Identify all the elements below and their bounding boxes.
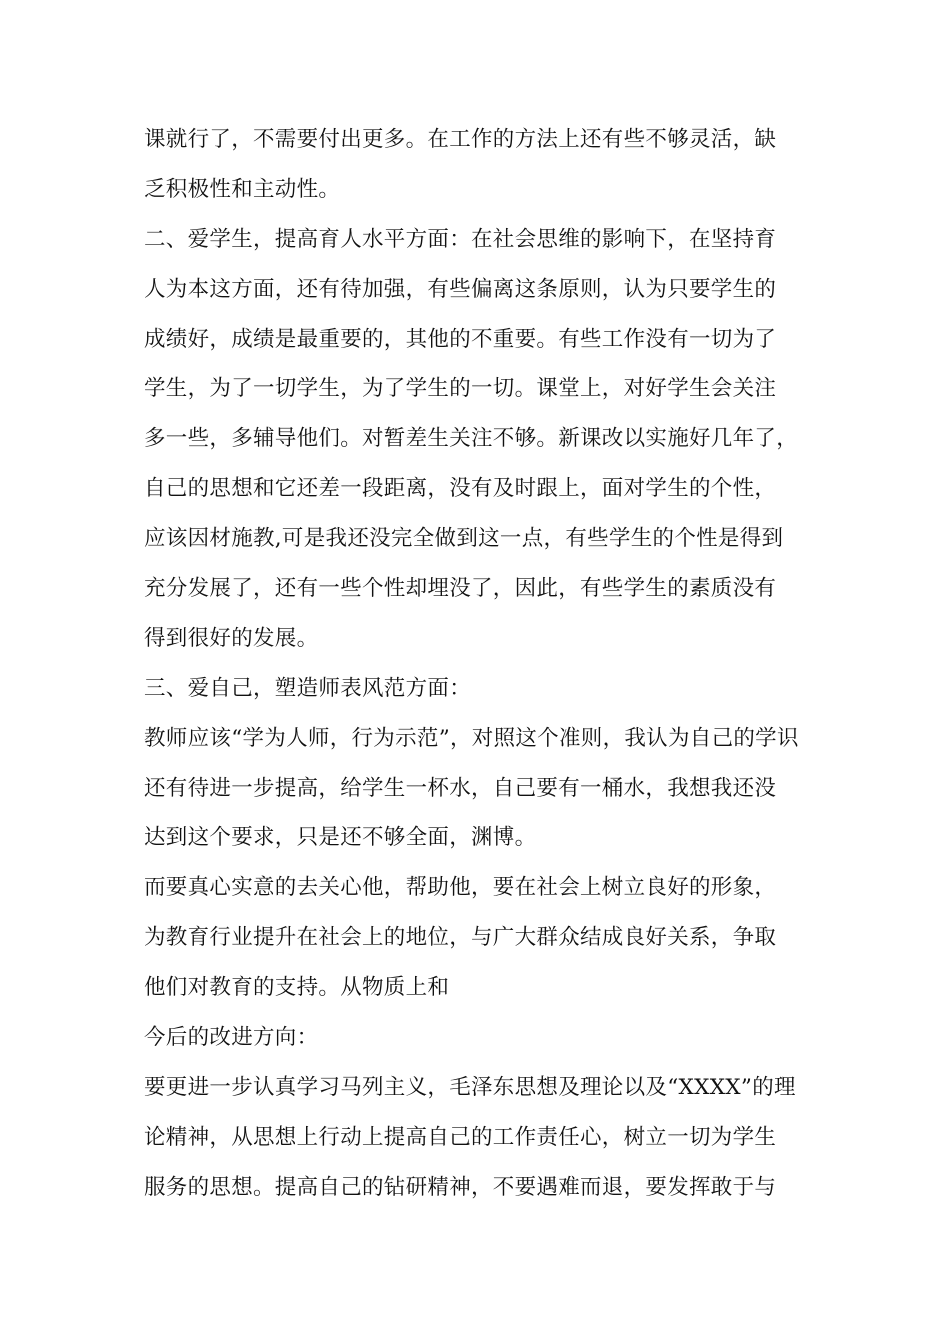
text-line: 而要真心实意的去关心他，帮助他，要在社会上树立良好的形象， bbox=[144, 875, 777, 901]
text-line: 自己的思想和它还差一段距离，没有及时跟上，面对学生的个性， bbox=[144, 476, 777, 502]
text-line: 达到这个要求，只是还不够全面，渊博。 bbox=[144, 825, 537, 851]
text-line: 他们对教育的支持。从物质上和 bbox=[144, 975, 450, 1001]
text-line: 为教育行业提升在社会上的地位，与广大群众结成良好关系，争取 bbox=[144, 925, 777, 951]
text-line: 三、爱自己，塑造师表风范方面： bbox=[144, 675, 472, 701]
body-text bbox=[144, 120, 824, 1218]
text-line: 充分发展了，还有一些个性却埋没了，因此，有些学生的素质没有 bbox=[144, 576, 777, 602]
text-line: 二、爱学生，提高育人水平方面：在社会思维的影响下，在坚持育 bbox=[144, 226, 777, 252]
text-line: 应该因材施教,可是我还没完全做到这一点，有些学生的个性是得到 bbox=[144, 526, 784, 552]
text-line: 乏积极性和主动性。 bbox=[144, 176, 341, 202]
text-line: 多一些，多辅导他们。对暂差生关注不够。新课改以实施好几年了， bbox=[144, 426, 799, 452]
text-line: 学生，为了一切学生，为了学生的一切。课堂上，对好学生会关注 bbox=[144, 376, 777, 402]
text-line: 教师应该“学为人师，行为示范”，对照这个准则，我认为自己的学识 bbox=[144, 725, 799, 751]
text-line: 还有待进一步提高，给学生一杯水，自己要有一桶水，我想我还没 bbox=[144, 775, 777, 801]
text-line: 课就行了，不需要付出更多。在工作的方法上还有些不够灵活，缺 bbox=[144, 127, 777, 152]
text-line: 服务的思想。提高自己的钻研精神，不要遇难而退，要发挥敢于与 bbox=[144, 1174, 777, 1200]
text-line: 今后的改进方向： bbox=[144, 1025, 319, 1051]
text-line: 论精神，从思想上行动上提高自己的工作责任心，树立一切为学生 bbox=[144, 1124, 777, 1150]
text-line: 要更进一步认真学习马列主义，毛泽东思想及理论以及“XXXX”的理 bbox=[144, 1074, 796, 1100]
text-line: 人为本这方面，还有待加强，有些偏离这条原则，认为只要学生的 bbox=[144, 276, 777, 302]
text-line: 成绩好，成绩是最重要的，其他的不重要。有些工作没有一切为了 bbox=[144, 326, 777, 352]
text-line: 得到很好的发展。 bbox=[144, 625, 319, 651]
